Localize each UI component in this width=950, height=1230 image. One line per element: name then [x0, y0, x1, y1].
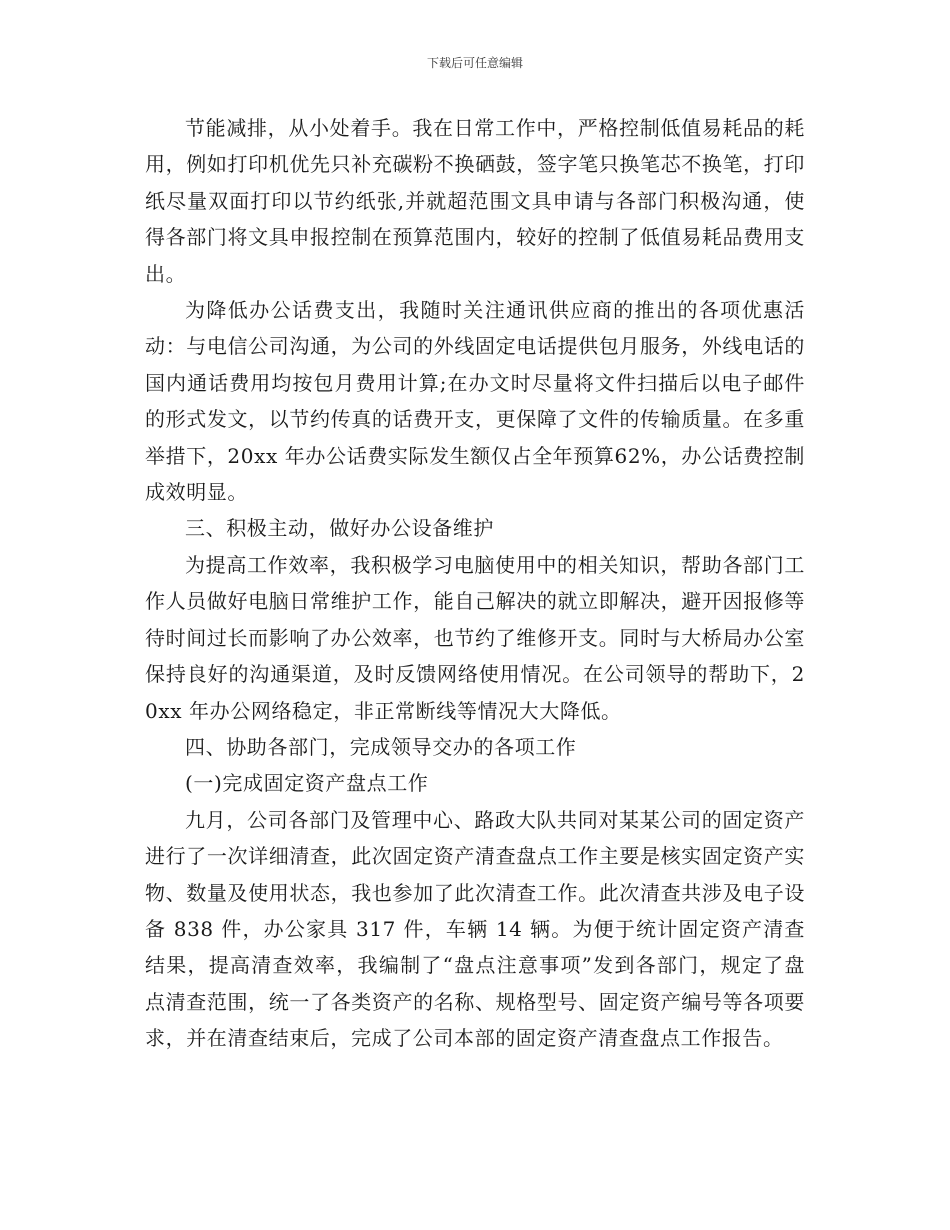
paragraph-phone-costs: 为降低办公话费支出，我随时关注通讯供应商的推出的各项优惠活动：与电信公司沟通，为公司的外线固定电话提供包月服务，外线电话的国内通话费用均按包月费用计算;在办文时尽量将文件扫描后以电子邮件的形式发文，以节约传真的话费开支，更保障了文件的传输质量。在多重举措下，20xx 年办公话费实际发生额仅占全年预算62%，办公话费控制成效明显。 [145, 298, 805, 505]
paragraph-computer-maintenance: 为提高工作效率，我积极学习电脑使用中的相关知识，帮助各部门工作人员做好电脑日常维护工作，能自己解决的就立即解决，避开因报修等待时间过长而影响了办公效率，也节约了维修开支。同时与大桥局办公室保持良好的沟通渠道，及时反馈网络使用情况。在公司领导的帮助下，20xx 年办公网络稳定，非正常断线等情况大大降低。 [145, 552, 805, 723]
paragraph-asset-inventory: 九月，公司各部门及管理中心、路政大队共同对某某公司的固定资产进行了一次详细清查，此次固定资产清查盘点工作主要是核实固定资产实物、数量及使用状态，我也参加了此次清查工作。此次清查共涉及电子设备 838 件，办公家具 317 件，车辆 14 辆。为便于统计固定资产清查结果，提高清查效率，我编制了“盘点注意事项”发到各部门，规定了盘点清查范围，统一了各类资产的名称、规格型号、固定资产编号等各项要求，并在清查结束后，完成了公司本部的固定资产清查盘点工作报告。 [145, 807, 805, 1051]
page-header: 下载后可任意编辑 [426, 56, 523, 70]
paragraph-energy-saving: 节能减排，从小处着手。我在日常工作中，严格控制低值易耗品的耗用，例如打印机优先只补充碳粉不换硒鼓，签字笔只换笔芯不换笔，打印纸尽量双面打印以节约纸张,并就超范围文具申请与各部门积极沟通，使得各部门将文具申报控制在预算范围内，较好的控制了低值易耗品费用支出。 [145, 116, 805, 286]
section-heading-equipment-maintenance: 三、积极主动，做好办公设备维护 [185, 516, 494, 541]
document-body [145, 110, 805, 1057]
subsection-heading-asset-inventory: (一)完成固定资产盘点工作 [185, 771, 429, 796]
section-heading-assist-departments: 四、协助各部门，完成领导交办的各项工作 [185, 734, 577, 759]
